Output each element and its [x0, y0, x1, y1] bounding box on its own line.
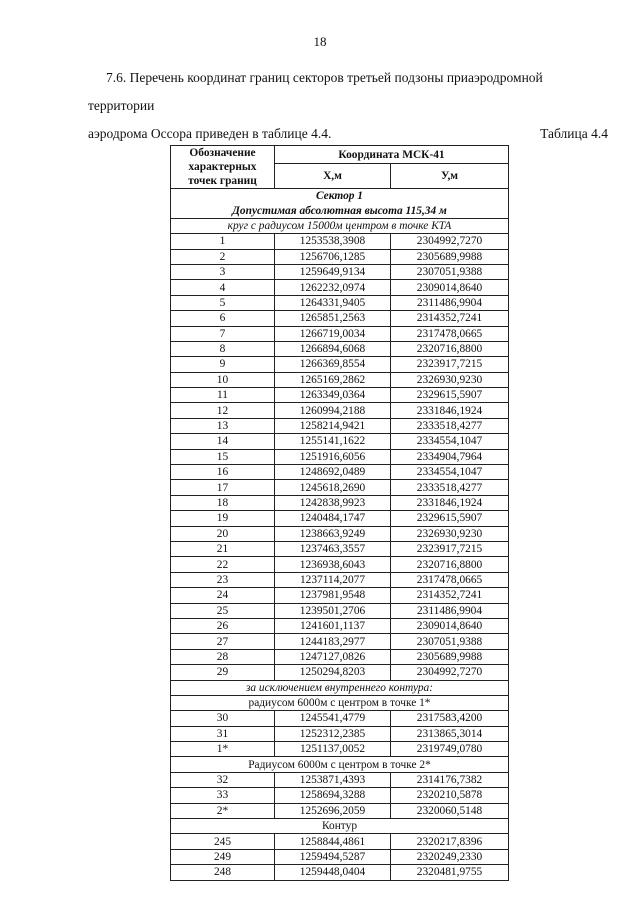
- point-id: 31: [171, 726, 275, 741]
- y-value: 2305689,9988: [391, 649, 509, 664]
- table-row: [171, 280, 509, 295]
- table-row: [171, 557, 509, 572]
- point-id: 15: [171, 449, 275, 464]
- x-value: 1255141,1622: [275, 434, 391, 449]
- x-value: 1248692,0489: [275, 465, 391, 480]
- x-value: 1240484,1747: [275, 511, 391, 526]
- x-value: 1253871,4393: [275, 772, 391, 787]
- y-value: 2307051,9388: [391, 264, 509, 279]
- y-value: 2329615,5907: [391, 511, 509, 526]
- point-id: 249: [171, 849, 275, 864]
- x-value: 1264331,9405: [275, 295, 391, 310]
- x-value: 1245541,4779: [275, 711, 391, 726]
- x-value: 1242838,9923: [275, 495, 391, 510]
- point-id: 23: [171, 572, 275, 587]
- point-id: 9: [171, 357, 275, 372]
- point-id: 19: [171, 511, 275, 526]
- point-id: 14: [171, 434, 275, 449]
- x-value: 1266719,0034: [275, 326, 391, 341]
- point-id: 26: [171, 618, 275, 633]
- table-row: [171, 572, 509, 587]
- y-value: 2320217,8396: [391, 834, 509, 849]
- table-row: [171, 249, 509, 264]
- x-value: 1241601,1137: [275, 618, 391, 633]
- table-row: [171, 788, 509, 803]
- table-row: [171, 295, 509, 310]
- point-id: 2: [171, 249, 275, 264]
- x-value: 1252696,2059: [275, 803, 391, 818]
- x-value: 1265169,2862: [275, 372, 391, 387]
- y-value: 2323917,7215: [391, 357, 509, 372]
- x-value: 1247127,0826: [275, 649, 391, 664]
- x-value: 1258694,3288: [275, 788, 391, 803]
- y-value: 2320716,8800: [391, 557, 509, 572]
- table-row: [171, 449, 509, 464]
- point-id: 5: [171, 295, 275, 310]
- x-value: 1250294,8203: [275, 665, 391, 680]
- point-id: 12: [171, 403, 275, 418]
- x-value: 1262232,0974: [275, 280, 391, 295]
- table-row: [171, 541, 509, 556]
- table-row: [171, 772, 509, 787]
- contour-label: Контур: [171, 819, 509, 834]
- point-id: 27: [171, 634, 275, 649]
- intro-line-2: аэродрома Оссора приведен в таблице 4.4.: [88, 126, 332, 141]
- page-number: 18: [313, 34, 327, 49]
- intro-paragraph: [88, 64, 598, 148]
- point-id: 28: [171, 649, 275, 664]
- radius1-label: радиусом 6000м с центром в точке 1*: [171, 695, 509, 710]
- table-row: [171, 388, 509, 403]
- y-value: 2319749,0780: [391, 742, 509, 757]
- x-value: 1237463,3557: [275, 541, 391, 556]
- x-value: 1266894,6068: [275, 341, 391, 356]
- y-value: 2314352,7241: [391, 588, 509, 603]
- table-row: [171, 234, 509, 249]
- point-id: 1: [171, 234, 275, 249]
- point-id: 20: [171, 526, 275, 541]
- header-points: Обозначение характерных точек границ: [171, 146, 275, 189]
- table-row: [171, 495, 509, 510]
- y-value: 2334554,1047: [391, 434, 509, 449]
- allowed-height: Допустимая абсолютная высота 115,34 м: [171, 203, 509, 218]
- y-value: 2313865,3014: [391, 726, 509, 741]
- point-id: 7: [171, 326, 275, 341]
- point-id: 13: [171, 418, 275, 433]
- table-row: [171, 511, 509, 526]
- y-value: 2333518,4277: [391, 418, 509, 433]
- table-row: [171, 326, 509, 341]
- point-id: 24: [171, 588, 275, 603]
- point-id: 4: [171, 280, 275, 295]
- y-value: 2320716,8800: [391, 341, 509, 356]
- table-row: [171, 603, 509, 618]
- table-row: [171, 865, 509, 880]
- point-id: 21: [171, 541, 275, 556]
- header-y: У,м: [391, 164, 509, 189]
- table-row: [171, 264, 509, 279]
- table-row: [171, 618, 509, 633]
- y-value: 2305689,9988: [391, 249, 509, 264]
- exclusion-label-row: [171, 680, 509, 695]
- table-row: [171, 742, 509, 757]
- y-value: 2320210,5878: [391, 788, 509, 803]
- x-value: 1256706,1285: [275, 249, 391, 264]
- y-value: 2317583,4200: [391, 711, 509, 726]
- x-value: 1237114,2077: [275, 572, 391, 587]
- point-id: 248: [171, 865, 275, 880]
- table-row: [171, 526, 509, 541]
- point-id: 16: [171, 465, 275, 480]
- table-row: [171, 357, 509, 372]
- contour-label-row: [171, 819, 509, 834]
- x-value: 1258214,9421: [275, 418, 391, 433]
- point-id: 30: [171, 711, 275, 726]
- intro-line-1: 7.6. Перечень координат границ секторов третьей подзоны приаэродромной территории: [88, 70, 543, 113]
- circle-label-row: [171, 218, 509, 233]
- y-value: 2317478,0665: [391, 326, 509, 341]
- y-value: 2329615,5907: [391, 388, 509, 403]
- y-value: 2314352,7241: [391, 311, 509, 326]
- header-x: Х,м: [275, 164, 391, 189]
- coordinates-table: [170, 145, 509, 881]
- point-id: 29: [171, 665, 275, 680]
- x-value: 1251916,6056: [275, 449, 391, 464]
- table-caption: Таблица 4.4: [540, 126, 608, 141]
- point-id: 11: [171, 388, 275, 403]
- point-id: 32: [171, 772, 275, 787]
- table-row: [171, 418, 509, 433]
- circle-label: круг с радиусом 15000м центром в точке КТА: [171, 218, 509, 233]
- x-value: 1265851,2563: [275, 311, 391, 326]
- y-value: 2320249,2330: [391, 849, 509, 864]
- point-id: 18: [171, 495, 275, 510]
- y-value: 2326930,9230: [391, 372, 509, 387]
- x-value: 1251137,0052: [275, 742, 391, 757]
- x-value: 1263349,0364: [275, 388, 391, 403]
- table-header-row: [171, 146, 509, 164]
- sector-title: Сектор 1: [171, 189, 509, 204]
- allowed-height-row: [171, 203, 509, 218]
- table-row: [171, 480, 509, 495]
- y-value: 2304992,7270: [391, 234, 509, 249]
- x-value: 1252312,2385: [275, 726, 391, 741]
- y-value: 2331846,1924: [391, 495, 509, 510]
- table-row: [171, 311, 509, 326]
- table-row: [171, 649, 509, 664]
- y-value: 2333518,4277: [391, 480, 509, 495]
- y-value: 2311486,9904: [391, 603, 509, 618]
- y-value: 2334904,7964: [391, 449, 509, 464]
- y-value: 2334554,1047: [391, 465, 509, 480]
- y-value: 2320481,9755: [391, 865, 509, 880]
- x-value: 1236938,6043: [275, 557, 391, 572]
- y-value: 2320060,5148: [391, 803, 509, 818]
- point-id: 25: [171, 603, 275, 618]
- x-value: 1237981,9548: [275, 588, 391, 603]
- x-value: 1258844,4861: [275, 834, 391, 849]
- x-value: 1259649,9134: [275, 264, 391, 279]
- y-value: 2323917,7215: [391, 541, 509, 556]
- y-value: 2307051,9388: [391, 634, 509, 649]
- table-row: [171, 849, 509, 864]
- exclusion-label: за исключением внутреннего контура:: [171, 680, 509, 695]
- table-row: [171, 665, 509, 680]
- table-row: [171, 403, 509, 418]
- table-row: [171, 711, 509, 726]
- table-row: [171, 434, 509, 449]
- x-value: 1245618,2690: [275, 480, 391, 495]
- point-id: 22: [171, 557, 275, 572]
- table-row: [171, 803, 509, 818]
- header-coordinates: Координата МСК-41: [275, 146, 509, 164]
- table-row: [171, 341, 509, 356]
- point-id: 33: [171, 788, 275, 803]
- point-id: 3: [171, 264, 275, 279]
- table-row: [171, 834, 509, 849]
- x-value: 1238663,9249: [275, 526, 391, 541]
- y-value: 2311486,9904: [391, 295, 509, 310]
- table-row: [171, 634, 509, 649]
- point-id: 2*: [171, 803, 275, 818]
- radius1-label-row: [171, 695, 509, 710]
- y-value: 2326930,9230: [391, 526, 509, 541]
- y-value: 2304992,7270: [391, 665, 509, 680]
- table-row: [171, 726, 509, 741]
- x-value: 1259448,0404: [275, 865, 391, 880]
- point-id: 10: [171, 372, 275, 387]
- x-value: 1259494,5287: [275, 849, 391, 864]
- y-value: 2309014,8640: [391, 618, 509, 633]
- y-value: 2331846,1924: [391, 403, 509, 418]
- point-id: 17: [171, 480, 275, 495]
- x-value: 1253538,3908: [275, 234, 391, 249]
- y-value: 2314176,7382: [391, 772, 509, 787]
- radius2-label: Радиусом 6000м с центром в точке 2*: [171, 757, 509, 772]
- sector-title-row: [171, 189, 509, 204]
- table-row: [171, 588, 509, 603]
- radius2-label-row: [171, 757, 509, 772]
- x-value: 1260994,2188: [275, 403, 391, 418]
- point-id: 6: [171, 311, 275, 326]
- point-id: 245: [171, 834, 275, 849]
- table-row: [171, 465, 509, 480]
- x-value: 1239501,2706: [275, 603, 391, 618]
- y-value: 2309014,8640: [391, 280, 509, 295]
- point-id: 8: [171, 341, 275, 356]
- y-value: 2317478,0665: [391, 572, 509, 587]
- x-value: 1244183,2977: [275, 634, 391, 649]
- table-row: [171, 372, 509, 387]
- point-id: 1*: [171, 742, 275, 757]
- x-value: 1266369,8554: [275, 357, 391, 372]
